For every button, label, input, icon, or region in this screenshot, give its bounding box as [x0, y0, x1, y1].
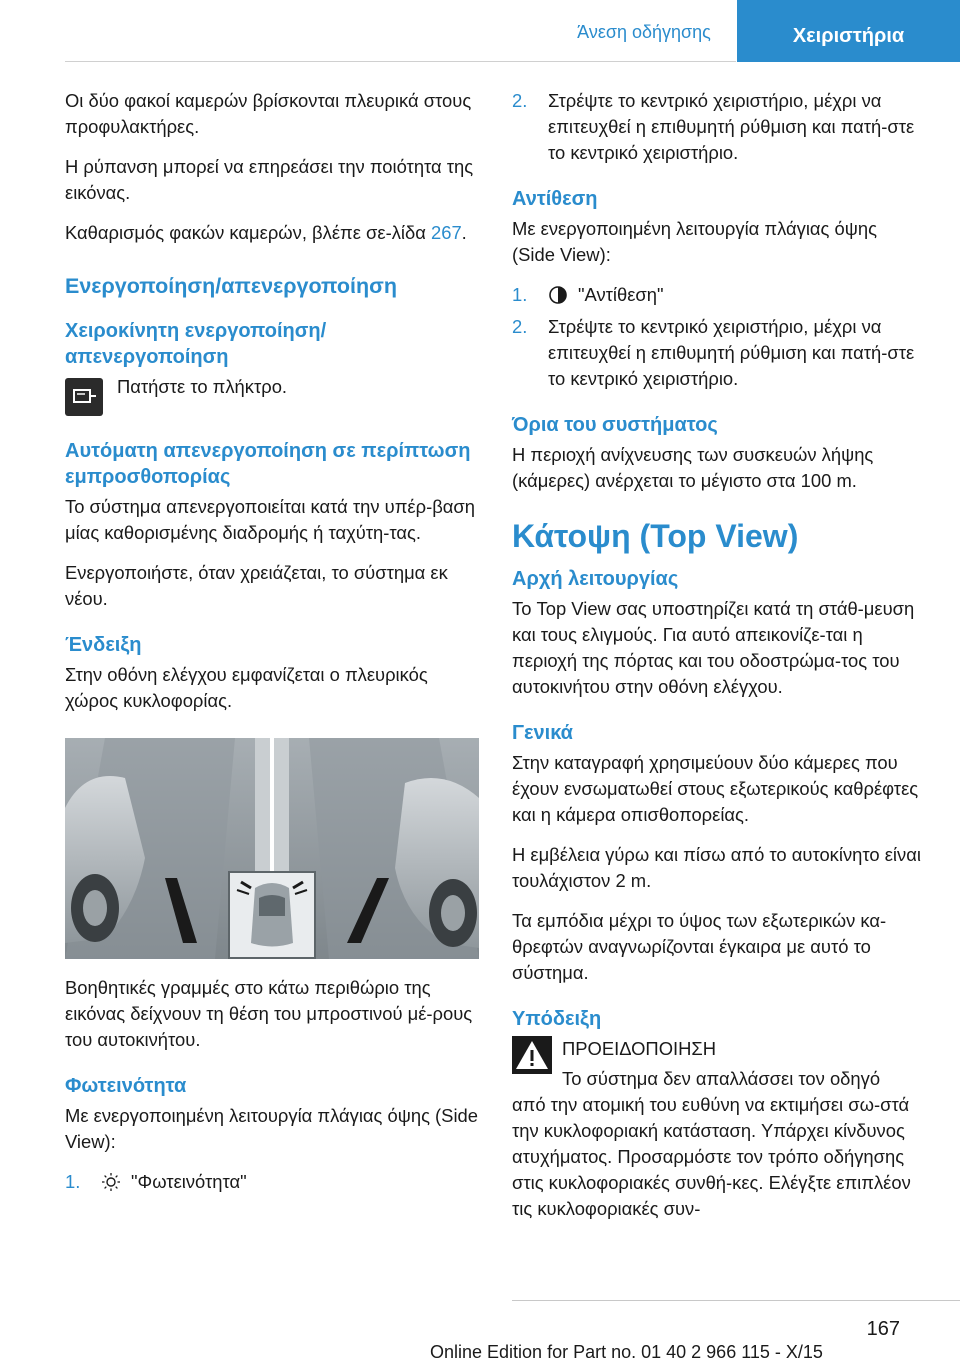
step-number: 1.	[512, 284, 528, 305]
warning-body: από την ατομική του ευθύνη να εκτιμήσει σω-στά την κυκλοφοριακή κατάσταση. Υπάρχει κίνδυνος ατυχήματος. Προσαρμόστε τον τρόπο οδήγησης στις κυκλοφοριακές συνθή-κες. Ελέγξτε επιπλέον τις κυκλοφοριακές συν-	[512, 1094, 911, 1219]
heading-auto-deactivation: Αυτόματη απενεργοποίηση σε περίπτωση εμπροσθοπορίας	[65, 440, 471, 488]
limits-paragraph: Η περιοχή ανίχνευσης των συσκευών λήψης (κάμερες) ανέρχεται το μέγιστο στα 100 m.	[512, 444, 874, 491]
heading-display: Ένδειξη	[65, 634, 142, 656]
brightness-steps-continued	[512, 88, 924, 166]
page-number: 167	[866, 1318, 900, 1340]
contrast-icon	[548, 285, 568, 305]
warning-block	[512, 1036, 924, 1222]
list-item	[65, 1169, 479, 1195]
contrast-paragraph: Με ενεργοποιημένη λειτουργία πλάγιας όψης (Side View):	[512, 218, 877, 265]
principle-paragraph: Το Top View σας υποστηρίζει κατά τη στάθ-μευση και τους ελιγμούς. Για αυτό απεικονίζε-ται η περιοχή της πόρτας και του οδοστρώμα-τος του αυτοκινήτου στην οθόνη ελέγχου.	[512, 598, 915, 697]
step-number: 2.	[512, 316, 528, 337]
side-view-key-icon	[65, 378, 103, 416]
right-column	[512, 88, 924, 1236]
step-number: 1.	[65, 1171, 81, 1192]
auto-paragraph-1: Το σύστημα απενεργοποιείται κατά την υπέρ-βαση μίας καθορισμένης διαδρομής ή ταχύτη-τας.	[65, 496, 475, 543]
general-paragraph-3: Τα εμπόδια μέχρι το ύψος των εξωτερικών κα-θρεφτών αναγνωρίζονται έγκαιρα με αυτό το σύστημα.	[512, 910, 887, 983]
auto-paragraph-2: Ενεργοποιήστε, όταν χρειάζεται, το σύστημα εκ νέου.	[65, 562, 448, 609]
intro-paragraph-2: Η ρύπανση μπορεί να επηρεάσει την ποιότητα της εικόνας.	[65, 156, 474, 203]
heading-manual-activation: Χειροκίνητη ενεργοποίηση/απενεργοποίηση	[65, 320, 327, 368]
cleaning-text: Καθαρισμός φακών καμερών, βλέπε σε-λίδα	[65, 222, 426, 243]
edition-note: Online Edition for Part no. 01 40 2 966 115 - X/15	[430, 1342, 823, 1362]
warning-first-line: Το σύστημα δεν απαλλάσσει τον οδηγό	[562, 1068, 881, 1089]
sun-icon	[101, 1172, 121, 1192]
brightness-paragraph: Με ενεργοποιημένη λειτουργία πλάγιας όψης (Side View):	[65, 1105, 478, 1152]
press-key-text: Πατήστε το πλήκτρο.	[117, 376, 288, 397]
page-link-267[interactable]: 267	[430, 222, 462, 243]
step-text: Στρέψτε το κεντρικό χειριστήριο, μέχρι να επιτευχθεί η επιθυμητή ρύθμιση και πατή-στε το κεντρικό χειριστήριο.	[548, 90, 915, 163]
general-paragraph-1: Στην καταγραφή χρησιμεύουν δύο κάμερες που έχουν ενσωματωθεί στους εξωτερικούς καθρέφτες και η κάμερα οπισθοπορείας.	[512, 752, 919, 825]
list-item	[512, 314, 924, 392]
heading-contrast: Αντίθεση	[512, 188, 598, 210]
intro-paragraph-1: Οι δύο φακοί καμερών βρίσκονται πλευρικά στους προφυλακτήρες.	[65, 90, 472, 137]
header-chapter-tab: Χειριστήρια	[737, 0, 960, 62]
contrast-steps	[512, 282, 924, 392]
left-column	[65, 88, 479, 1209]
key-instruction	[65, 374, 479, 418]
list-item	[512, 88, 924, 166]
display-paragraph: Στην οθόνη ελέγχου εμφανίζεται ο πλευρικός χώρος κυκλοφορίας.	[65, 664, 428, 711]
heading-activation: Ενεργοποίηση/απενεργοποίηση	[65, 274, 397, 298]
heading-note: Υπόδειξη	[512, 1008, 602, 1030]
cleaning-reference	[65, 220, 479, 246]
brightness-steps	[65, 1169, 479, 1195]
step-text-contrast: "Αντίθεση"	[578, 284, 664, 305]
page-header	[0, 0, 960, 62]
header-section-title: Άνεση οδήγησης	[577, 22, 711, 42]
warning-title: ΠΡΟΕΙΔΟΠΟΙΗΣΗ	[562, 1038, 717, 1059]
general-paragraph-2: Η εμβέλεια γύρω και πίσω από το αυτοκίνητο είναι τουλάχιστον 2 m.	[512, 844, 921, 891]
footer-divider	[512, 1300, 960, 1301]
step-number: 2.	[512, 90, 528, 111]
heading-brightness: Φωτεινότητα	[65, 1075, 187, 1097]
heading-general: Γενικά	[512, 722, 573, 744]
header-divider	[65, 61, 736, 62]
figure-caption: Βοηθητικές γραμμές στο κάτω περιθώριο της εικόνας δείχνουν τη θέση του μπροστινού μέ-ρους του αυτοκινήτου.	[65, 977, 473, 1050]
heading-top-view: Κάτοψη (Top View)	[512, 518, 799, 554]
heading-system-limits: Όρια του συστήματος	[512, 414, 718, 436]
side-view-figure	[65, 738, 479, 959]
step-text: Στρέψτε το κεντρικό χειριστήριο, μέχρι να επιτευχθεί η επιθυμητή ρύθμιση και πατή-στε το κεντρικό χειριστήριο.	[548, 316, 915, 389]
cleaning-end: .	[461, 222, 467, 243]
warning-triangle-icon	[512, 1036, 552, 1074]
side-view-illustration	[65, 738, 479, 959]
list-item	[512, 282, 924, 308]
step-text-brightness: "Φωτεινότητα"	[131, 1171, 247, 1192]
heading-principle: Αρχή λειτουργίας	[512, 568, 679, 590]
